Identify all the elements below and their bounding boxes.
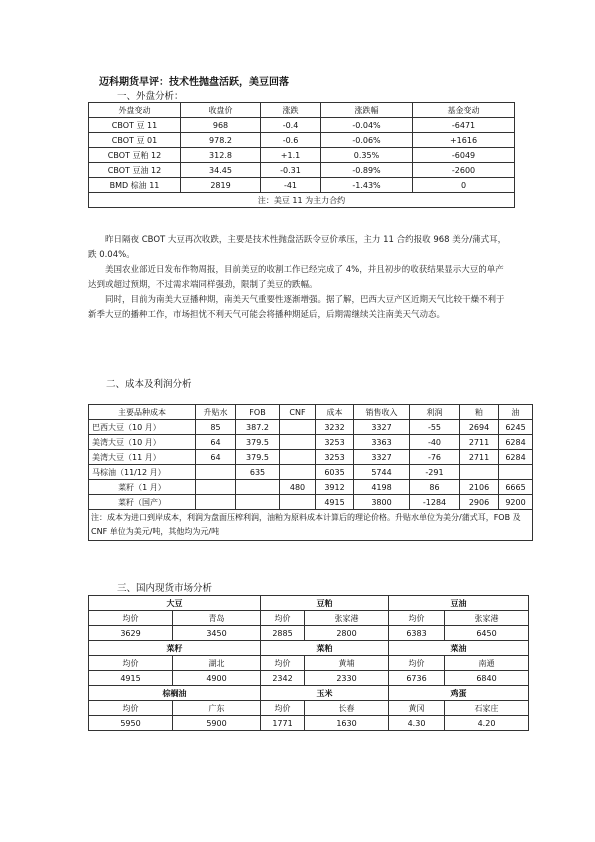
cell: 均价 <box>389 656 445 671</box>
cell: 2906 <box>460 495 499 510</box>
cell: 2800 <box>305 626 389 641</box>
cell: 巴西大豆（10 月） <box>89 420 196 435</box>
cell <box>236 480 280 495</box>
cell: CBOT 豆粕 12 <box>89 148 181 163</box>
cell: 6284 <box>499 435 533 450</box>
cell: 均价 <box>89 701 173 716</box>
cell: 3629 <box>89 626 173 641</box>
cell: 2819 <box>181 178 261 193</box>
table-row <box>89 148 515 163</box>
cell: +1.1 <box>261 148 321 163</box>
cell: -1.43% <box>321 178 413 193</box>
cell: 2711 <box>460 450 499 465</box>
cell: 4915 <box>89 671 173 686</box>
cell: -291 <box>410 465 460 480</box>
cell: 0.35% <box>321 148 413 163</box>
cell: 马棕油（11/12 月） <box>89 465 196 480</box>
subheader-row <box>89 701 529 716</box>
table-row <box>89 118 515 133</box>
cell: -0.4 <box>261 118 321 133</box>
cell: 2106 <box>460 480 499 495</box>
cell: 均价 <box>89 656 173 671</box>
cell: CBOT 豆 01 <box>89 133 181 148</box>
group-cell: 豆粕 <box>261 596 389 611</box>
header-cell: 成本 <box>316 405 354 420</box>
cell: 广东 <box>173 701 261 716</box>
cell: -1284 <box>410 495 460 510</box>
cell: -40 <box>410 435 460 450</box>
cell: 张家港 <box>305 611 389 626</box>
cell: 34.45 <box>181 163 261 178</box>
cell: 1771 <box>261 716 305 731</box>
cell: 64 <box>196 450 236 465</box>
spot-market-table <box>88 595 529 731</box>
cell <box>280 465 316 480</box>
paragraph: 同时，目前为南美大豆播种期，南美天气重要性逐渐增强。据了解，巴西大豆产区近期天气比较干燥不利于新季大豆的播种工作，市场担忧不利天气可能会将播种期延后，后期需继续关注南美天气动态。 <box>88 295 505 320</box>
table-row <box>89 480 533 495</box>
cell: 南通 <box>445 656 529 671</box>
table-row <box>89 626 529 641</box>
cell: 美湾大豆（11 月） <box>89 450 196 465</box>
subheader-row <box>89 611 529 626</box>
cell: 480 <box>280 480 316 495</box>
cell <box>236 495 280 510</box>
cell: 5950 <box>89 716 173 731</box>
cell: 石家庄 <box>445 701 529 716</box>
cell: 黄埔 <box>305 656 389 671</box>
cell: 3912 <box>316 480 354 495</box>
cell: 6840 <box>445 671 529 686</box>
cell: -76 <box>410 450 460 465</box>
header-cell: 涨跌 <box>261 103 321 118</box>
external-market-table <box>88 102 515 208</box>
cell: 3327 <box>354 450 410 465</box>
analysis-text <box>88 233 512 323</box>
cell: +1616 <box>413 133 515 148</box>
cell: 379.5 <box>236 435 280 450</box>
cell: 2694 <box>460 420 499 435</box>
cell: 均价 <box>261 656 305 671</box>
cell: 长春 <box>305 701 389 716</box>
header-cell: 油 <box>499 405 533 420</box>
cell: -6471 <box>413 118 515 133</box>
table-note: 注：成本为进口到岸成本，利润为盘面压榨利润，油粕为原料成本计算后的理论价格。升贴水单位为美分/蒲式耳，FOB 及 CNF 单位为美元/吨，其他均为元/吨 <box>89 510 533 541</box>
cell: CBOT 豆 11 <box>89 118 181 133</box>
section-heading-spot: 三、国内现货市场分析 <box>117 583 213 594</box>
group-cell: 菜籽 <box>89 641 261 656</box>
cell <box>460 465 499 480</box>
cell: 2711 <box>460 435 499 450</box>
header-cell: 涨跌幅 <box>321 103 413 118</box>
header-cell: 粕 <box>460 405 499 420</box>
cell: 菜籽（1 月） <box>89 480 196 495</box>
group-header-row <box>89 596 529 611</box>
cell: 86 <box>410 480 460 495</box>
cell <box>196 495 236 510</box>
table-row <box>89 420 533 435</box>
cell: 菜籽（国产） <box>89 495 196 510</box>
group-cell: 鸡蛋 <box>389 686 529 701</box>
cell: 2342 <box>261 671 305 686</box>
cell: 5744 <box>354 465 410 480</box>
paragraph: 昨日隔夜 CBOT 大豆再次收跌，主要是技术性抛盘活跃令豆价承压，主力 11 合约报收 968 美分/蒲式耳，跌 0.04%。 <box>88 235 507 260</box>
cell: 均价 <box>89 611 173 626</box>
cell: 6245 <box>499 420 533 435</box>
cell: -0.31 <box>261 163 321 178</box>
cell: 均价 <box>389 611 445 626</box>
cell: -0.06% <box>321 133 413 148</box>
table-row <box>89 435 533 450</box>
cell: 1630 <box>305 716 389 731</box>
header-cell: 基金变动 <box>413 103 515 118</box>
cell <box>196 465 236 480</box>
section-heading-external: 一、外盘分析： <box>117 91 184 102</box>
cell: -55 <box>410 420 460 435</box>
cell: 黄冈 <box>389 701 445 716</box>
header-cell: FOB <box>236 405 280 420</box>
cell: 64 <box>196 435 236 450</box>
cell: -2600 <box>413 163 515 178</box>
cell: 4198 <box>354 480 410 495</box>
cell <box>280 435 316 450</box>
group-cell: 大豆 <box>89 596 261 611</box>
cell: BMD 棕油 11 <box>89 178 181 193</box>
cell: 青岛 <box>173 611 261 626</box>
cell: 3232 <box>316 420 354 435</box>
cell <box>196 480 236 495</box>
cell: 3800 <box>354 495 410 510</box>
table-row <box>89 495 533 510</box>
table-row <box>89 163 515 178</box>
cell: 4915 <box>316 495 354 510</box>
cell: 5900 <box>173 716 261 731</box>
table-header-row <box>89 405 533 420</box>
header-cell: 升贴水 <box>196 405 236 420</box>
cell: -0.6 <box>261 133 321 148</box>
cell: 9200 <box>499 495 533 510</box>
cell: 3450 <box>173 626 261 641</box>
cell: 4900 <box>173 671 261 686</box>
group-header-row <box>89 686 529 701</box>
cell: 6736 <box>389 671 445 686</box>
cell: 6284 <box>499 450 533 465</box>
cell: 2330 <box>305 671 389 686</box>
cell: 6035 <box>316 465 354 480</box>
header-cell: 收盘价 <box>181 103 261 118</box>
cell <box>280 495 316 510</box>
table-row <box>89 450 533 465</box>
table-note-row <box>89 510 533 541</box>
group-cell: 豆油 <box>389 596 529 611</box>
subheader-row <box>89 656 529 671</box>
cell: 978.2 <box>181 133 261 148</box>
group-cell: 菜粕 <box>261 641 389 656</box>
cell: 4.20 <box>445 716 529 731</box>
cell: 均价 <box>261 701 305 716</box>
cell: 3253 <box>316 435 354 450</box>
cell: -0.89% <box>321 163 413 178</box>
cell <box>280 420 316 435</box>
table-row <box>89 671 529 686</box>
group-cell: 菜油 <box>389 641 529 656</box>
group-header-row <box>89 641 529 656</box>
cell: 379.5 <box>236 450 280 465</box>
header-cell: 销售收入 <box>354 405 410 420</box>
cell: 968 <box>181 118 261 133</box>
cell: -0.04% <box>321 118 413 133</box>
header-cell: CNF <box>280 405 316 420</box>
cell: 均价 <box>261 611 305 626</box>
cell: 635 <box>236 465 280 480</box>
cell: 6665 <box>499 480 533 495</box>
paragraph: 美国农业部近日发布作物周报，目前美豆的收割工作已经完成了 4%，并且初步的收获结果显示大豆的单产达到或超过预期，不过需求端同样强劲，限制了美豆的跌幅。 <box>88 265 504 290</box>
header-cell: 主要品种成本 <box>89 405 196 420</box>
table-row <box>89 178 515 193</box>
cell: 85 <box>196 420 236 435</box>
cell: -6049 <box>413 148 515 163</box>
cell: 6450 <box>445 626 529 641</box>
cell: 张家港 <box>445 611 529 626</box>
table-note: 注：美豆 11 为主力合约 <box>89 193 515 208</box>
cell: 4.30 <box>389 716 445 731</box>
table-row <box>89 133 515 148</box>
cell: 3327 <box>354 420 410 435</box>
cell: 6383 <box>389 626 445 641</box>
cell: 湖北 <box>173 656 261 671</box>
cell <box>499 465 533 480</box>
cell: 美湾大豆（10 月） <box>89 435 196 450</box>
section-heading-cost: 二、成本及利润分析 <box>106 379 192 390</box>
cell: -41 <box>261 178 321 193</box>
group-cell: 棕榈油 <box>89 686 261 701</box>
cell: 387.2 <box>236 420 280 435</box>
cell: 0 <box>413 178 515 193</box>
table-row <box>89 716 529 731</box>
cell: 3363 <box>354 435 410 450</box>
cell <box>280 450 316 465</box>
cell: 312.8 <box>181 148 261 163</box>
cell: 2885 <box>261 626 305 641</box>
table-row <box>89 465 533 480</box>
cell: CBOT 豆油 12 <box>89 163 181 178</box>
group-cell: 玉米 <box>261 686 389 701</box>
cost-profit-table <box>88 404 533 541</box>
header-cell: 外盘变动 <box>89 103 181 118</box>
page-title: 迈科期货早评：技术性抛盘活跃，美豆回落 <box>99 77 289 88</box>
table-header-row <box>89 103 515 118</box>
table-note-row <box>89 193 515 208</box>
header-cell: 利润 <box>410 405 460 420</box>
cell: 3253 <box>316 450 354 465</box>
